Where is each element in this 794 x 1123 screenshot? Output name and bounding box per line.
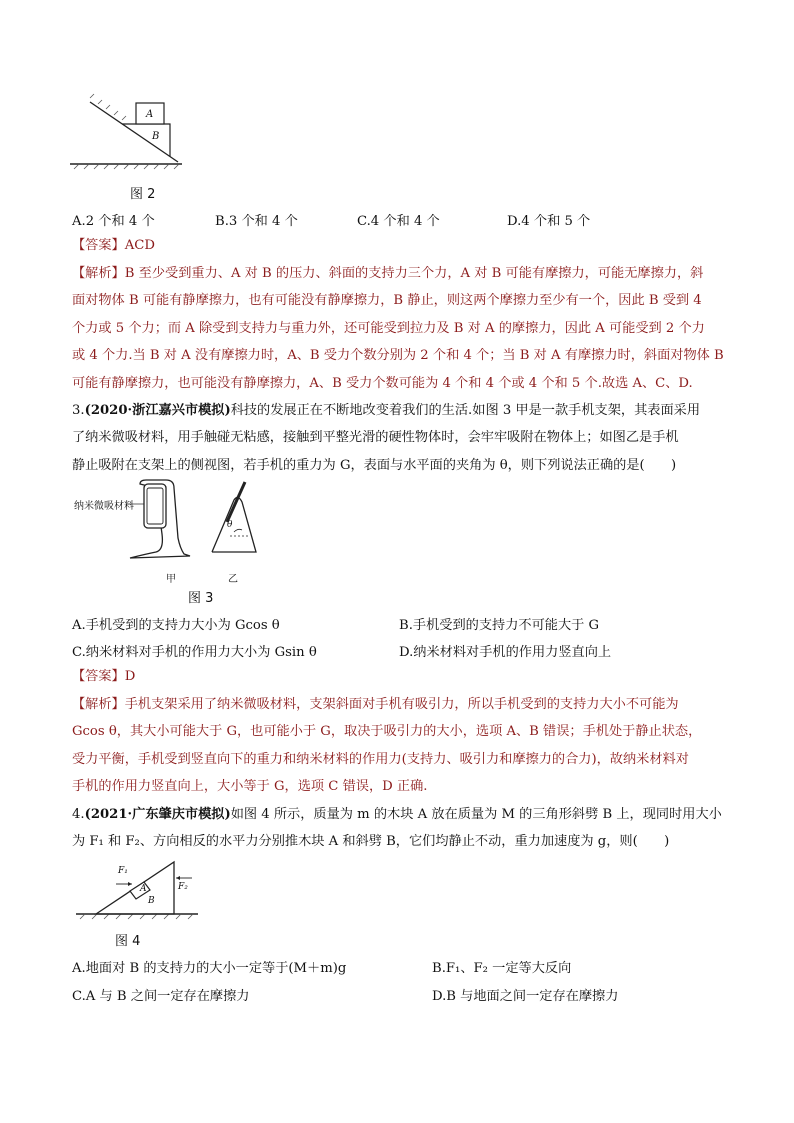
q4-number: 4. [72,807,85,822]
q3-option-d: D.纳米材料对手机的作用力竖直向上 [399,645,612,660]
q3-analysis-line-3: 受力平衡，手机受到竖直向下的重力和纳米材料的作用力(支持力、吸引力和摩擦力的合力)，故纳米材料对 [72,752,689,767]
q3-analysis-line-4: 手机的作用力竖直向上，大小等于 G，选项 C 错误，D 正确. [72,779,428,794]
fig4-label-a: A [140,884,147,894]
q4-option-c: C.A 与 B 之间一定存在摩擦力 [72,989,250,1004]
q3-number: 3. [72,403,85,418]
fig4-f2: F₂ [178,882,188,892]
q2-option-c: C.4 个和 4 个 [357,214,440,229]
figure-2-diagram [70,92,185,170]
q3-analysis-line-1 [72,696,679,714]
fig4-f1: F₁ [118,866,128,876]
fig3-theta: θ [227,520,233,530]
q2-analysis-tag: 【解析】 [72,266,125,281]
q2-analysis-line-5: 可能有静摩擦力，也可能没有静摩擦力，A、B 受力个数可能为 4 个和 4 个或 4 个和 5 个.故选 A、C、D. [72,376,693,391]
q2-option-d: D.4 个和 5 个 [507,214,591,229]
q3-analysis-text-1: 手机支架采用了纳米微吸材料，支架斜面对手机有吸引力，所以手机受到的支持力大小不可能为 [124,697,679,712]
q4-stem-line-2: 为 F₁ 和 F₂、方向相反的水平力分别推木块 A 和斜劈 B，它们均静止不动，重力加速度为 g，则( ) [72,834,670,849]
q3-option-c: C.纳米材料对手机的作用力大小为 Gsin θ [72,645,317,660]
q3-analysis-tag: 【解析】 [72,697,125,712]
q3-source: (2020·浙江嘉兴市模拟) [84,403,231,418]
q3-option-b: B.手机受到的支持力不可能大于 G [399,618,600,633]
q2-analysis-line-1 [72,265,703,283]
q2-analysis-line-2: 面对物体 B 可能有静摩擦力，也有可能没有静摩擦力，B 静止，则这两个摩擦力至少有一个，因此 B 受到 4 [72,293,702,308]
q4-option-b: B.F₁、F₂ 一定等大反向 [432,961,572,976]
q3-stem-line-2: 了纳米微吸材料，用手触碰无粘感，接触到平整光滑的硬性物体时，会牢牢吸附在物体上；如图乙是手机 [72,430,679,445]
q3-stem-text-1: 科技的发展正在不断地改变着我们的生活.如图 3 甲是一款手机支架，其表面采用 [230,403,701,418]
q2-answer: 【答案】ACD [72,238,155,253]
q2-option-a: A.2 个和 4 个 [72,214,155,229]
fig3-caption: 图 3 [188,591,214,606]
q4-option-a: A.地面对 B 的支持力的大小一定等于(M＋m)g [72,961,347,976]
fig3-jia: 甲 [166,574,176,585]
figure-3-diagram [126,478,266,568]
q3-analysis-line-2: Gcos θ，其大小可能大于 G，也可能小于 G，取决于吸引力的大小，选项 A、B 错误；手机处于静止状态， [72,724,702,739]
q3-option-a: A.手机受到的支持力大小为 Gcos θ [72,618,280,633]
q3-answer: 【答案】D [72,669,136,684]
fig2-label-b: B [152,131,160,142]
fig3-yi: 乙 [228,574,238,585]
fig2-label-a: A [146,109,154,120]
q2-analysis-line-3: 个力或 5 个力；而 A 除受到支持力与重力外，还可能受到拉力及 B 对 A 的摩擦力，因此 A 可能受到 2 个力 [72,321,705,336]
fig4-label-b: B [148,896,155,906]
fig2-caption: 图 2 [130,187,156,202]
fig4-caption: 图 4 [115,934,141,949]
q2-analysis-line-4: 或 4 个力.当 B 对 A 没有摩擦力时，A、B 受力个数分别为 2 个和 4 个；当 B 对 A 有摩擦力时，斜面对物体 B [72,348,724,363]
q4-stem-text-1: 如图 4 所示，质量为 m 的木块 A 放在质量为 M 的三角形斜劈 B 上，现同时用大小 [230,807,722,822]
fig3-material-label: 纳米微吸材料 [74,501,134,512]
q3-stem-line-3: 静止吸附在支架上的侧视图，若手机的重力为 G，表面与水平面的夹角为 θ，则下列说法正确的是( ) [72,458,677,473]
q4-source: (2021·广东肇庆市模拟) [84,807,231,822]
q4-option-d: D.B 与地面之间一定存在摩擦力 [432,989,619,1004]
q2-analysis-text-1: B 至少受到重力、A 对 B 的压力、斜面的支持力三个力，A 对 B 可能有摩擦力，可能无摩擦力，斜 [124,266,704,281]
q3-stem-line-1 [72,402,700,420]
q4-stem-line-1 [72,806,722,824]
q2-option-b: B.3 个和 4 个 [215,214,298,229]
